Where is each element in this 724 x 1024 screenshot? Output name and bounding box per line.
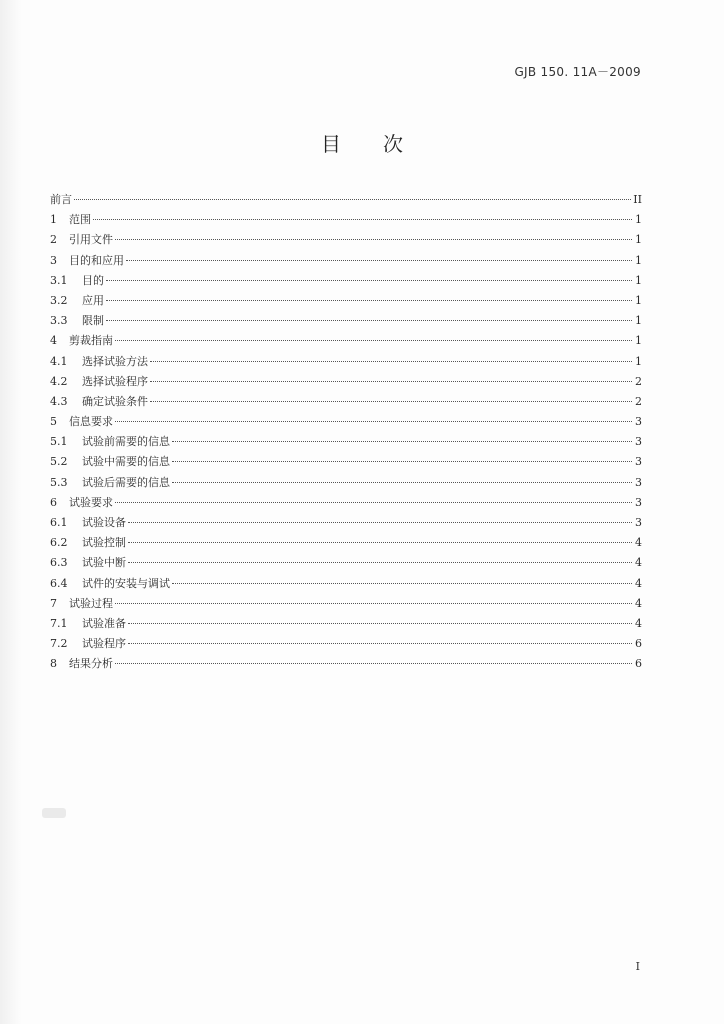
toc-entry[interactable] xyxy=(50,231,642,251)
toc-entry-number: 6.3 xyxy=(50,556,68,570)
toc-entry-label: 应用 xyxy=(82,293,104,307)
toc-entry-page: 1 xyxy=(635,213,642,227)
toc-entry[interactable] xyxy=(50,292,642,312)
toc-entry-number: 4 xyxy=(50,334,57,348)
toc-entry-number: 1 xyxy=(50,213,57,227)
toc-dot-leader xyxy=(126,260,632,261)
toc-entry-number: 6 xyxy=(50,495,57,509)
toc-entry-label: 限制 xyxy=(82,314,104,328)
toc-dot-leader xyxy=(115,340,632,341)
toc-dot-leader xyxy=(115,663,632,664)
toc-entry-number: 7 xyxy=(50,596,57,610)
toc-entry-page: 1 xyxy=(635,233,642,247)
toc-dot-leader xyxy=(106,280,632,281)
toc-dot-leader xyxy=(172,583,632,584)
table-of-contents xyxy=(50,191,642,676)
toc-dot-leader xyxy=(93,219,632,220)
toc-entry-number: 5 xyxy=(50,415,57,429)
toc-entry[interactable] xyxy=(50,494,642,514)
toc-entry-label: 试验控制 xyxy=(82,536,126,550)
toc-entry-number: 3 xyxy=(50,253,57,267)
toc-entry-label: 试验设备 xyxy=(82,516,126,529)
toc-entry-label: 试验中断 xyxy=(82,556,126,570)
toc-dot-leader xyxy=(172,441,632,442)
standard-code-header: GJB 150. 11A－2009 xyxy=(514,65,641,79)
toc-dot-leader xyxy=(128,542,632,543)
toc-entry-page: 1 xyxy=(635,273,642,287)
toc-entry-page: 1 xyxy=(635,253,642,267)
toc-entry[interactable] xyxy=(50,554,642,574)
toc-entry[interactable] xyxy=(50,312,642,332)
toc-entry[interactable] xyxy=(50,655,642,675)
toc-entry-page: 3 xyxy=(635,516,642,529)
toc-entry-label: 试验过程 xyxy=(69,596,113,610)
toc-dot-leader xyxy=(115,239,632,240)
toc-entry-number: 7.2 xyxy=(50,637,68,651)
toc-entry[interactable] xyxy=(50,252,642,272)
toc-entry-page: II xyxy=(633,193,642,206)
toc-entry-label: 目的和应用 xyxy=(69,253,124,267)
toc-entry-label: 目的 xyxy=(82,273,104,287)
toc-dot-leader xyxy=(128,562,632,563)
toc-entry-label: 试验后需要的信息 xyxy=(82,475,170,489)
toc-entry[interactable] xyxy=(50,514,642,534)
toc-entry-number: 4.1 xyxy=(50,354,68,368)
toc-entry-label: 试验中需要的信息 xyxy=(82,455,170,469)
toc-dot-leader xyxy=(150,361,632,362)
toc-entry-page: 6 xyxy=(635,637,642,651)
toc-entry-page: 1 xyxy=(635,293,642,307)
toc-entry-label: 试件的安装与调试 xyxy=(82,576,170,590)
toc-entry-label: 引用文件 xyxy=(69,233,113,247)
toc-entry-page: 4 xyxy=(635,596,642,610)
toc-entry[interactable] xyxy=(50,332,642,352)
toc-entry[interactable] xyxy=(50,373,642,393)
toc-entry[interactable] xyxy=(50,211,642,231)
toc-entry-label: 试验要求 xyxy=(69,495,113,509)
toc-entry[interactable] xyxy=(50,595,642,615)
toc-entry[interactable] xyxy=(50,534,642,554)
toc-entry-number: 3.2 xyxy=(50,293,68,307)
toc-dot-leader xyxy=(150,381,632,382)
page-number: I xyxy=(635,960,640,973)
toc-entry-number: 5.1 xyxy=(50,435,68,449)
toc-entry-number: 4.3 xyxy=(50,394,68,408)
toc-dot-leader xyxy=(172,482,632,483)
toc-entry-page: 3 xyxy=(635,495,642,509)
toc-entry-page: 4 xyxy=(635,556,642,570)
toc-entry[interactable] xyxy=(50,272,642,292)
toc-entry[interactable] xyxy=(50,575,642,595)
toc-entry-page: 3 xyxy=(635,455,642,469)
toc-entry-page: 6 xyxy=(635,657,642,671)
toc-entry-page: 3 xyxy=(635,415,642,429)
toc-entry-label: 范围 xyxy=(69,213,91,227)
toc-entry-page: 4 xyxy=(635,536,642,550)
toc-entry-number: 2 xyxy=(50,233,57,247)
toc-entry[interactable] xyxy=(50,353,642,373)
toc-entry-label: 试验前需要的信息 xyxy=(82,435,170,449)
toc-entry[interactable] xyxy=(50,615,642,635)
toc-entry-label: 试验程序 xyxy=(82,637,126,651)
toc-dot-leader xyxy=(150,401,632,402)
toc-entry[interactable] xyxy=(50,191,642,211)
toc-entry-label: 剪裁指南 xyxy=(69,334,113,348)
toc-entry-page: 4 xyxy=(635,616,642,630)
toc-entry-label: 确定试验条件 xyxy=(82,394,148,408)
toc-entry-number: 7.1 xyxy=(50,616,68,630)
toc-entry[interactable] xyxy=(50,433,642,453)
toc-entry-label: 结果分析 xyxy=(69,657,113,671)
toc-entry[interactable] xyxy=(50,635,642,655)
toc-entry-label: 选择试验方法 xyxy=(82,354,148,368)
toc-dot-leader xyxy=(128,522,632,523)
toc-dot-leader xyxy=(128,643,632,644)
toc-entry[interactable] xyxy=(50,413,642,433)
toc-dot-leader xyxy=(115,502,632,503)
toc-entry-number: 5.2 xyxy=(50,455,68,469)
toc-entry-label: 前言 xyxy=(50,193,72,206)
toc-entry-page: 3 xyxy=(635,475,642,489)
toc-dot-leader xyxy=(115,421,632,422)
toc-entry-number: 5.3 xyxy=(50,475,68,489)
toc-entry-number: 6.4 xyxy=(50,576,68,590)
toc-dot-leader xyxy=(172,461,632,462)
toc-dot-leader xyxy=(106,320,632,321)
toc-entry-number: 6.1 xyxy=(50,516,68,529)
toc-entry-page: 4 xyxy=(635,576,642,590)
toc-title: 目次 xyxy=(321,132,445,156)
toc-entry-label: 选择试验程序 xyxy=(82,374,148,388)
toc-entry-number: 3.1 xyxy=(50,273,68,287)
toc-dot-leader xyxy=(74,199,631,200)
toc-entry-number: 6.2 xyxy=(50,536,68,550)
toc-entry-number: 3.3 xyxy=(50,314,68,328)
toc-entry[interactable] xyxy=(50,393,642,413)
toc-entry-page: 2 xyxy=(635,374,642,388)
toc-entry[interactable] xyxy=(50,474,642,494)
scan-smudge xyxy=(42,808,66,818)
toc-dot-leader xyxy=(128,623,632,624)
toc-entry[interactable] xyxy=(50,453,642,473)
toc-entry-page: 3 xyxy=(635,435,642,449)
toc-entry-page: 1 xyxy=(635,314,642,328)
toc-entry-number: 4.2 xyxy=(50,374,68,388)
toc-entry-number: 8 xyxy=(50,657,57,671)
toc-entry-page: 1 xyxy=(635,334,642,348)
toc-entry-label: 试验准备 xyxy=(82,616,126,630)
toc-entry-label: 信息要求 xyxy=(69,415,113,429)
toc-dot-leader xyxy=(115,603,632,604)
toc-dot-leader xyxy=(106,300,632,301)
toc-entry-page: 1 xyxy=(635,354,642,368)
toc-entry-page: 2 xyxy=(635,394,642,408)
